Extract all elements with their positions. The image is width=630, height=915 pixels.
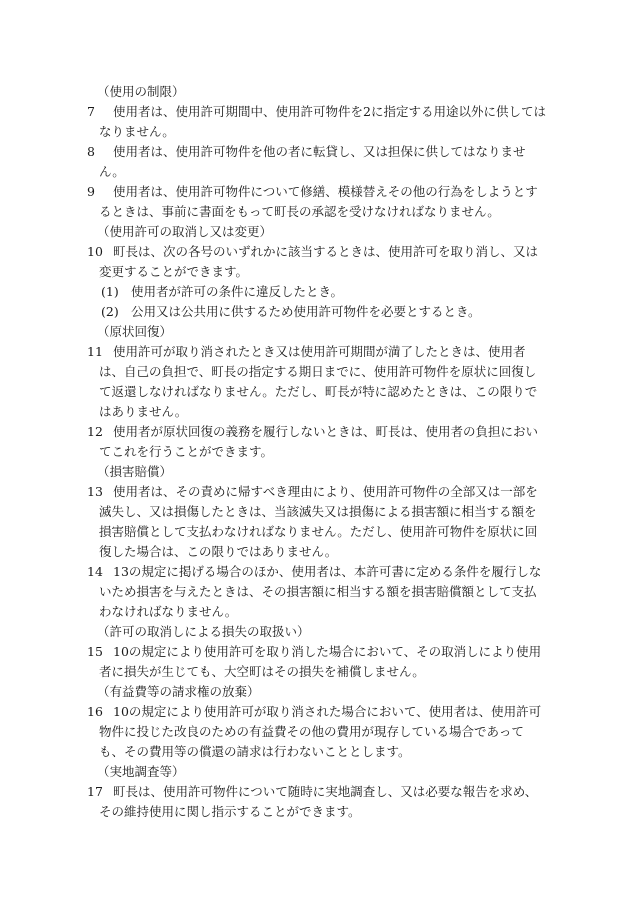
article-9 [87, 182, 547, 222]
section-heading: （原状回復） [97, 324, 173, 339]
article-number: 7 [87, 104, 95, 119]
article-14 [87, 562, 547, 622]
section-heading: （許可の取消しによる損失の取扱い） [97, 624, 310, 639]
article-8 [87, 142, 547, 182]
article-number: 15 [87, 644, 103, 659]
item-text: 公用又は公共用に供するため使用許可物件を必要とするとき。 [131, 304, 481, 319]
article-number: 17 [87, 784, 103, 799]
article-number: 8 [87, 144, 95, 159]
article-text: 10の規定により使用許可を取り消した場合において、その取消しにより使用者に損失が生じても、大空町はその損失を補償しません。 [99, 644, 542, 679]
article-text: 使用者は、使用許可期間中、使用許可物件を2に指定する用途以外に供してはなりません。 [99, 104, 546, 139]
article-12 [87, 422, 547, 462]
article-15 [87, 642, 547, 682]
article-number: 13 [87, 484, 103, 499]
item-number: (1) [101, 284, 119, 299]
article-text: 使用者は、使用許可物件を他の者に転貸し、又は担保に供してはなりません。 [99, 144, 526, 179]
article-text: 13の規定に掲げる場合のほか、使用者は、本許可書に定める条件を履行しないため損害を与えたときは、その損害額に相当する額を損害賠償額として支払わなければなりません。 [99, 564, 542, 619]
article-number: 10 [87, 244, 103, 259]
article-text: 使用許可が取り消されたとき又は使用許可期間が満了したときは、使用者は、自己の負担で、町長の指定する期日までに、使用許可物件を原状に回復して返還しなければなりません。ただし、町長が特に認めたときは、この限りではありません。 [99, 344, 538, 419]
list-item [87, 282, 547, 302]
section-heading: （損害賠償） [97, 464, 173, 479]
article-number: 12 [87, 424, 103, 439]
article-text: 10の規定により使用許可が取り消された場合において、使用者は、使用許可物件に投じた改良のための有益費その他の費用が現存している場合であっても、その費用等の償還の請求は行わないこととします。 [99, 704, 542, 759]
article-number: 9 [87, 184, 95, 199]
article-13 [87, 482, 547, 562]
item-number: (2) [101, 304, 119, 319]
article-16 [87, 702, 547, 762]
item-text: 使用者が許可の条件に違反したとき。 [131, 284, 344, 299]
article-17 [87, 782, 547, 822]
section-heading: （有益費等の請求権の放棄） [97, 684, 260, 699]
article-number: 16 [87, 704, 103, 719]
article-11 [87, 342, 547, 422]
list-item [87, 302, 547, 322]
article-10 [87, 242, 547, 282]
article-text: 町長は、次の各号のいずれかに該当するときは、使用許可を取り消し、又は変更することができます。 [99, 244, 539, 279]
article-7 [87, 102, 547, 142]
section-heading: （実地調査等） [97, 764, 185, 779]
article-text: 使用者は、その責めに帰すべき理由により、使用許可物件の全部又は一部を滅失し、又は損傷したときは、当該滅失又は損傷による損害額に相当する額を損害賠償として支払わなければなりません。ただし、使用許可物件を原状に回復した場合は、この限りではありません。 [99, 484, 538, 559]
section-heading: （使用の制限） [97, 84, 185, 99]
article-text: 町長は、使用許可物件について随時に実地調査し、又は必要な報告を求め、その維持使用に関し指示することができます。 [99, 784, 538, 819]
section-heading: （使用許可の取消し又は変更） [97, 224, 273, 239]
article-number: 11 [87, 344, 103, 359]
document-content [87, 82, 547, 822]
article-number: 14 [87, 564, 103, 579]
article-text: 使用者は、使用許可物件について修繕、模様替えその他の行為をしようとするときは、事前に書面をもって町長の承認を受けなければなりません。 [99, 184, 538, 219]
article-text: 使用者が原状回復の義務を履行しないときは、町長は、使用者の負担においてこれを行うことができます。 [99, 424, 539, 459]
